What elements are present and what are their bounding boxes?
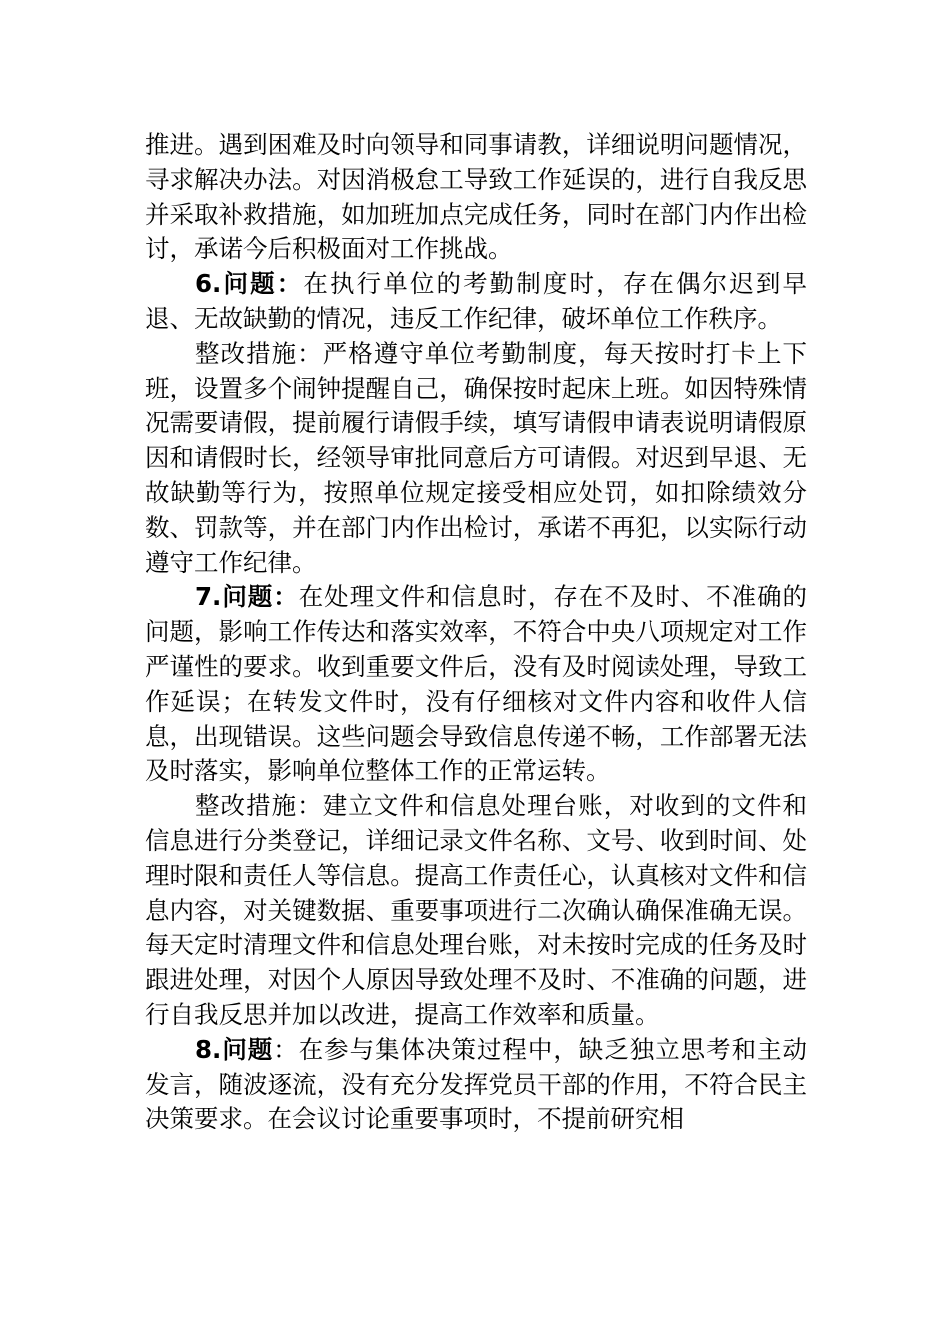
paragraph-text: ：在参与集体决策过程中，缺乏独立思考和主动发言，随波逐流，没有充分发挥党员干部的作用，不符合民主决策要求。在会议讨论重要事项时，不提前研究相 bbox=[145, 1034, 808, 1134]
problem-label: 7.问题： bbox=[195, 582, 299, 612]
paragraph-continuation bbox=[145, 128, 807, 267]
document-page bbox=[145, 128, 807, 1137]
paragraph-measures-7 bbox=[145, 789, 807, 1033]
paragraph-text: 整改措施：严格遵守单位考勤制度，每天按时打卡上下班，设置多个闹钟提醒自己，确保按时起床上班。如因特殊情况需要请假，提前履行请假手续，填写请假申请表说明请假原因和请假时长，经领导审批同意后方可请假。对迟到早退、无故缺勤等行为，按照单位规定接受相应处罚，如扣除绩效分数、罚款等，并在部门内作出检讨，承诺不再犯，以实际行动遵守工作纪律。 bbox=[145, 338, 807, 577]
paragraph-text: 推进。遇到困难及时向领导和同事请教，详细说明问题情况，寻求解决办法。对因消极怠工导致工作延误的，进行自我反思并采取补救措施，如加班加点完成任务，同时在部门内作出检讨，承诺今后积极面对工作挑战。 bbox=[145, 130, 807, 264]
problem-label: 6.问题： bbox=[195, 269, 304, 299]
paragraph-text: 在执行单位的考勤制度时，存在偶尔迟到早退、无故缺勤的情况，违反工作纪律，破坏单位工作秩序。 bbox=[145, 269, 808, 333]
paragraph-text: 整改措施：建立文件和信息处理台账，对收到的文件和信息进行分类登记，详细记录文件名称、文号、收到时间、处理时限和责任人等信息。提高工作责任心，认真核对文件和信息内容，对关键数据、重要事项进行二次确认确保准确无误。每天定时清理文件和信息处理台账，对未按时完成的任务及时跟进处理，对因个人原因导致处理不及时、不准确的问题，进行自我反思并加以改进，提高工作效率和质量。 bbox=[145, 791, 807, 1029]
paragraph-measures-6 bbox=[145, 337, 807, 581]
paragraph-problem-6 bbox=[145, 267, 807, 337]
paragraph-problem-7 bbox=[145, 580, 807, 789]
problem-label: 8.问题 bbox=[195, 1034, 274, 1064]
paragraph-problem-8 bbox=[145, 1033, 807, 1137]
paragraph-text: 在处理文件和信息时，存在不及时、不准确的问题，影响工作传达和落实效率，不符合中央八项规定对工作严谨性的要求。收到重要文件后，没有及时阅读处理，导致工作延误；在转发文件时，没有仔细核对文件内容和收件人信息，出现错误。这些问题会导致信息传递不畅，工作部署无法及时落实，影响单位整体工作的正常运转。 bbox=[145, 582, 808, 786]
